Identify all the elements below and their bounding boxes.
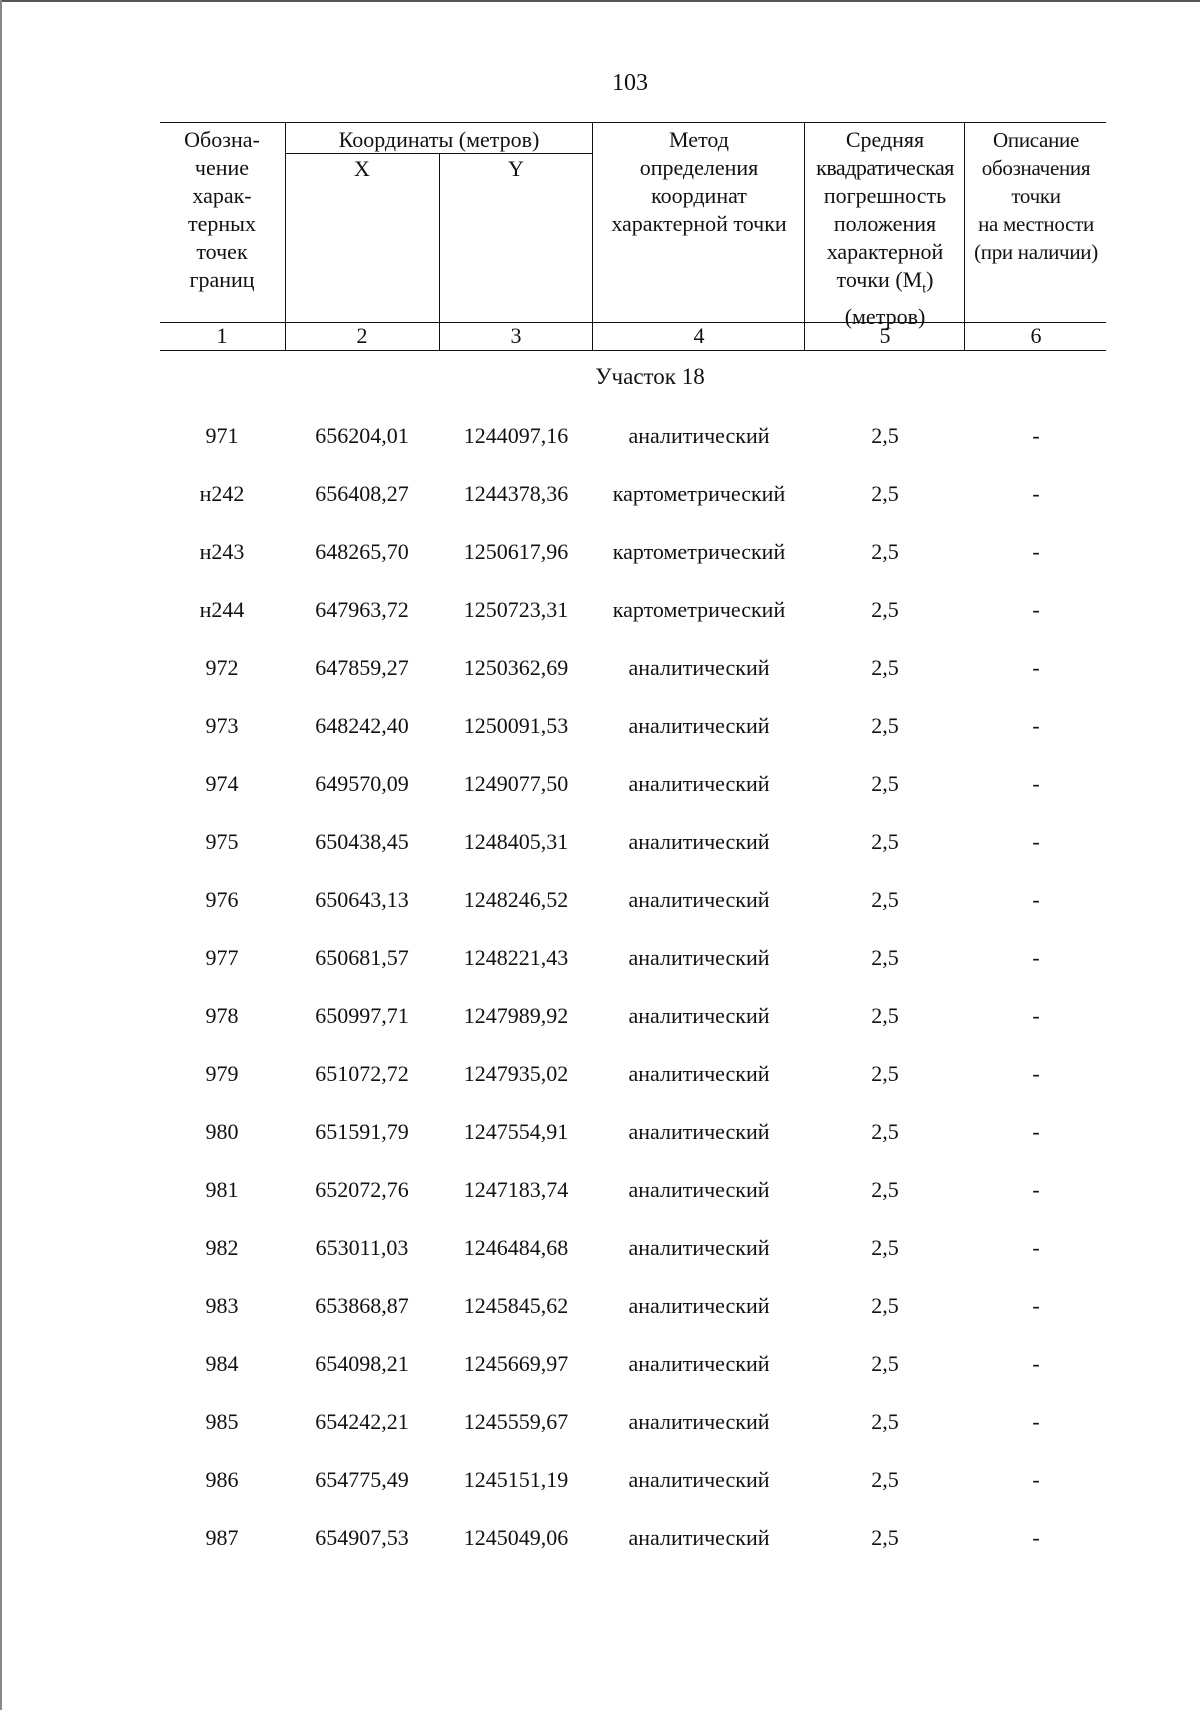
cell-coord-y: 1248405,31 [463,829,569,854]
cell-method: картометрический [612,597,786,622]
cell-error: 2,5 [871,597,899,622]
cell-point-id: 977 [205,945,239,970]
cell-method: картометрический [612,481,786,506]
col-number-3: 3 [510,323,522,348]
cell-point-id: 982 [205,1235,239,1260]
cell-description: - [1032,655,1040,680]
cell-coord-x: 654775,49 [315,1467,409,1492]
col-number-2: 2 [356,323,368,348]
cell-coord-x: 650438,45 [315,829,409,854]
cell-description: - [1032,887,1040,912]
header-point-designation: Обозна- чение харак- терных точек границ [184,127,260,292]
cell-error: 2,5 [871,1003,899,1028]
cell-coord-x: 653011,03 [315,1235,409,1260]
cell-error: 2,5 [871,829,899,854]
cell-coord-y: 1250091,53 [463,713,569,738]
cell-coord-x: 647963,72 [315,597,409,622]
cell-method: аналитический [628,945,770,970]
cell-error: 2,5 [871,1235,899,1260]
cell-point-id: 985 [205,1409,239,1434]
cell-coord-x: 656408,27 [315,481,409,506]
cell-coord-y: 1248246,52 [463,887,569,912]
cell-method: аналитический [628,1003,770,1028]
cell-method: аналитический [628,713,770,738]
cell-method: аналитический [628,1351,770,1376]
cell-coord-y: 1245151,19 [463,1467,569,1492]
cell-description: - [1032,1409,1040,1434]
cell-coord-x: 650681,57 [315,945,409,970]
cell-error: 2,5 [871,887,899,912]
cell-coord-y: 1247554,91 [463,1119,569,1144]
cell-method: аналитический [628,1119,770,1144]
cell-coord-y: 1246484,68 [463,1235,569,1260]
header-mean-square-error [806,126,964,331]
cell-description: - [1032,713,1040,738]
cell-description: - [1032,423,1040,448]
cell-description: - [1032,597,1040,622]
cell-description: - [1032,1061,1040,1086]
header-error-mt-suffix: ) [926,267,934,292]
cell-error: 2,5 [871,1525,899,1550]
col-divider-4 [804,122,805,350]
table-row [0,1460,1200,1500]
cell-point-id: 974 [205,771,239,796]
cell-error: 2,5 [871,1467,899,1492]
cell-method: аналитический [628,1409,770,1434]
col-divider-5 [964,122,965,350]
page-number: 103 [612,70,648,96]
cell-coord-x: 649570,09 [315,771,409,796]
page-border-top [0,0,1200,2]
cell-error: 2,5 [871,945,899,970]
cell-point-id: 981 [205,1177,239,1202]
header-x: X [354,156,370,181]
cell-coord-y: 1245559,67 [463,1409,569,1434]
cell-coord-x: 648242,40 [315,713,409,738]
cell-method: аналитический [628,1467,770,1492]
cell-coord-x: 656204,01 [315,423,409,448]
col-number-6: 6 [1030,323,1042,348]
cell-point-id: 983 [205,1293,239,1318]
cell-coord-x: 653868,87 [315,1293,409,1318]
cell-description: - [1032,481,1040,506]
table-row [0,1170,1200,1210]
table-row [0,880,1200,920]
cell-description: - [1032,945,1040,970]
cell-description: - [1032,1525,1040,1550]
cell-description: - [1032,539,1040,564]
header-error-line-5: характерной [826,239,944,264]
cell-method: аналитический [628,1061,770,1086]
cell-error: 2,5 [871,713,899,738]
cell-description: - [1032,1003,1040,1028]
cell-method: аналитический [628,1177,770,1202]
header-error-line-1: Средняя [845,127,925,152]
cell-error: 2,5 [871,771,899,796]
cell-description: - [1032,771,1040,796]
cell-description: - [1032,1235,1040,1260]
cell-method: аналитический [628,1525,770,1550]
cell-coord-y: 1247989,92 [463,1003,569,1028]
cell-error: 2,5 [871,539,899,564]
table-row [0,996,1200,1036]
cell-coord-y: 1250723,31 [463,597,569,622]
cell-coord-x: 654907,53 [315,1525,409,1550]
cell-description: - [1032,829,1040,854]
cell-method: картометрический [612,539,786,564]
cell-method: аналитический [628,1235,770,1260]
cell-coord-y: 1244378,36 [463,481,569,506]
cell-method: аналитический [628,887,770,912]
cell-description: - [1032,1119,1040,1144]
table-row [0,1402,1200,1442]
table-row [0,1344,1200,1384]
table-row [0,764,1200,804]
cell-coord-x: 650997,71 [315,1003,409,1028]
table-row [0,938,1200,978]
cell-error: 2,5 [871,1061,899,1086]
cell-point-id: 975 [205,829,239,854]
col-number-1: 1 [216,323,228,348]
cell-point-id: 976 [205,887,239,912]
cell-coord-y: 1245669,97 [463,1351,569,1376]
cell-coord-x: 650643,13 [315,887,409,912]
cell-error: 2,5 [871,1409,899,1434]
cell-point-id: н244 [199,597,245,622]
table-row [0,648,1200,688]
header-error-line-2: квадратическая [816,155,954,180]
col-divider-3 [592,122,593,350]
col-number-5: 5 [879,323,891,348]
header-y: Y [508,156,524,181]
cell-error: 2,5 [871,1351,899,1376]
cell-method: аналитический [628,1293,770,1318]
cell-method: аналитический [628,655,770,680]
cell-description: - [1032,1467,1040,1492]
cell-point-id: 987 [205,1525,239,1550]
numbers-bottom-rule [160,350,1106,351]
cell-coord-x: 654242,21 [315,1409,409,1434]
header-error-mt-prefix: точки (M [836,267,923,292]
cell-coord-y: 1247935,02 [463,1061,569,1086]
cell-error: 2,5 [871,481,899,506]
cell-coord-x: 654098,21 [315,1351,409,1376]
cell-coord-y: 1250362,69 [463,655,569,680]
cell-coord-x: 651591,79 [315,1119,409,1144]
table-row [0,474,1200,514]
cell-error: 2,5 [871,1119,899,1144]
table-row [0,532,1200,572]
table-row [0,1286,1200,1326]
cell-coord-y: 1248221,43 [463,945,569,970]
cell-method: аналитический [628,771,770,796]
table-row [0,1518,1200,1558]
cell-coord-y: 1249077,50 [463,771,569,796]
cell-description: - [1032,1293,1040,1318]
cell-coord-x: 648265,70 [315,539,409,564]
table-row [0,416,1200,456]
cell-point-id: 973 [205,713,239,738]
table-row [0,706,1200,746]
col-number-4: 4 [693,323,705,348]
cell-description: - [1032,1351,1040,1376]
header-error-units: (метров) [844,304,926,330]
table-row [0,822,1200,862]
cell-point-id: 984 [205,1351,239,1376]
cell-point-id: н242 [199,481,245,506]
cell-error: 2,5 [871,655,899,680]
cell-error: 2,5 [871,1293,899,1318]
table-row [0,1054,1200,1094]
header-method: Метод определения координат характерной точки [611,127,787,236]
cell-coord-y: 1250617,96 [463,539,569,564]
cell-coord-y: 1247183,74 [463,1177,569,1202]
cell-coord-y: 1245049,06 [463,1525,569,1550]
table-row [0,1112,1200,1152]
cell-point-id: 979 [205,1061,239,1086]
header-error-line-4: положения [833,211,937,236]
cell-coord-x: 651072,72 [315,1061,409,1086]
cell-coord-y: 1245845,62 [463,1293,569,1318]
cell-method: аналитический [628,829,770,854]
cell-point-id: 980 [205,1119,239,1144]
header-error-line-6 [806,266,964,303]
table-row [0,1228,1200,1268]
cell-coord-y: 1244097,16 [463,423,569,448]
cell-error: 2,5 [871,423,899,448]
cell-point-id: н243 [199,539,245,564]
table-row [0,590,1200,630]
cell-error: 2,5 [871,1177,899,1202]
cell-description: - [1032,1177,1040,1202]
header-error-line-3: погрешность [823,183,947,208]
cell-coord-x: 652072,76 [315,1177,409,1202]
cell-coord-x: 647859,27 [315,655,409,680]
cell-point-id: 971 [205,423,239,448]
header-error-mt-subscript: t [922,281,927,297]
header-coordinates-group: Координаты (метров) [338,127,540,152]
cell-point-id: 978 [205,1003,239,1028]
header-description: Описание обозначения точки на местности (при наличии) [974,128,1098,264]
cell-method: аналитический [628,423,770,448]
section-title: Участок 18 [595,364,705,389]
cell-point-id: 972 [205,655,239,680]
cell-point-id: 986 [205,1467,239,1492]
